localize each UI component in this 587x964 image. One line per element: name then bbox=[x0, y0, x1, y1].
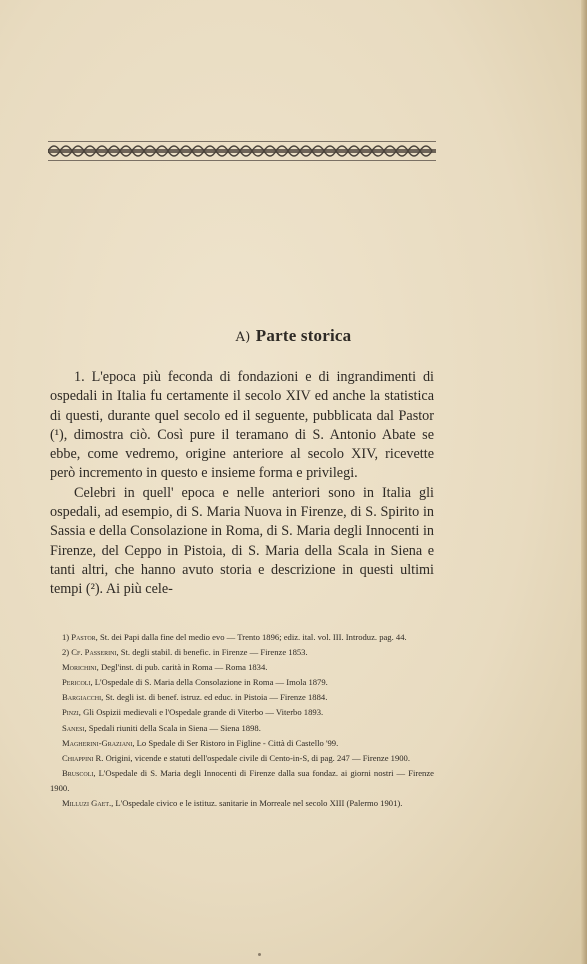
footnote: Pinzi, Gli Ospizii medievali e l'Ospedale grande di Viterbo — Viterbo 1893. bbox=[62, 707, 324, 718]
footnote: Chiappini R. Origini, vicende e statuti dell'ospedale civile di Cento-in-S, di pag. 247 — Firenze 1900. bbox=[62, 752, 410, 763]
decorative-headpiece bbox=[48, 139, 436, 163]
footnote: Pericoli, L'Ospedale di S. Maria della Consolazione in Roma — Imola 1879. bbox=[62, 677, 328, 688]
footnote: Bruscoli, L'Ospedale di S. Maria degli Innocenti di Firenze dalla sua fondaz. ai giorni nostri — Firenze 1900. bbox=[50, 767, 434, 793]
footnote: 1) Pastor, St. dei Papi dalla fine del medio evo — Trento 1896; ediz. ital. vol. III. Introduz. pag. 44. bbox=[62, 632, 407, 642]
footnote: Magherini-Graziani, Lo Spedale di Ser Ristoro in Figline - Città di Castello '99. bbox=[62, 737, 339, 748]
page-mark bbox=[258, 953, 261, 956]
footnotes bbox=[50, 630, 434, 811]
footnote: Milluzi Gaet., L'Ospedale civico e le istituz. sanitarie in Morreale nel secolo XIII (Palermo 1901). bbox=[62, 798, 403, 809]
section-title: Parte storica bbox=[255, 326, 352, 345]
footnote: Morichini, Degl'inst. di pub. carità in Roma — Roma 1834. bbox=[62, 662, 268, 673]
section-heading bbox=[0, 326, 587, 346]
section-letter: A) bbox=[235, 330, 251, 345]
paragraph: Celebri in quell' epoca e nelle anteriori sono in Italia gli ospedali, ad esempio, di S. Maria Nuova in Firenze, di S. Spirito in Sassia e della Consolazione in Roma, di S. Maria degli Innocenti in Firenze, del Ceppo in Pistoia, di S. Maria della Scala in Siena e tanti altri, che hanno avuto storia e descrizione in questi ultimi tempi (²). Ai più cele- bbox=[50, 484, 434, 598]
footnote: Sanesi, Spedali riuniti della Scala in Siena — Siena 1898. bbox=[62, 722, 261, 733]
footnote: Bargiacchi, St. degli ist. di benef. istruz. ed educ. in Pistoia — Firenze 1884. bbox=[62, 692, 328, 703]
body-text bbox=[50, 368, 434, 600]
page-edge bbox=[581, 0, 587, 964]
footnote: 2) Cf. Passerini, St. degli stabil. di benefic. in Firenze — Firenze 1853. bbox=[62, 647, 308, 658]
paragraph: 1. L'epoca più feconda di fondazioni e di ingrandimenti di ospedali in Italia fu certamente il secolo XIV ed anche la statistica di questi, durante quel secolo ed il seguente, pubblicata dal Pastor (¹), dimostra ciò. Così pure il teramano di S. Antonio Abate se ebbe, come vedremo, origine anteriore al secolo XIV, ricevette però incremento in questo e insieme forma e privilegi. bbox=[50, 369, 434, 482]
